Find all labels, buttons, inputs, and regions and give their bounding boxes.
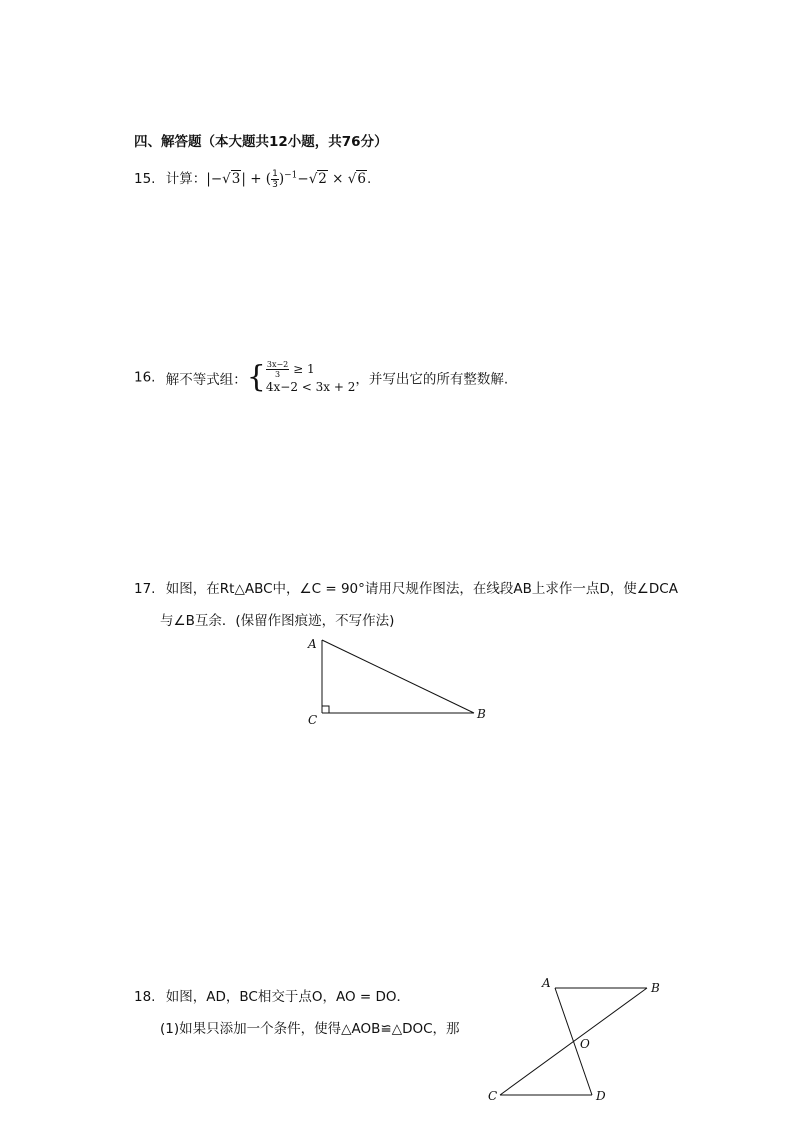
- inequality-2: 4x−2 < 3x + 2: [265, 380, 356, 394]
- sqrt-6: √6: [347, 171, 366, 187]
- sqrt-3: √3: [222, 171, 241, 187]
- label-o: O: [580, 1037, 590, 1051]
- minus-sign: −: [297, 171, 309, 187]
- question-18-line-1: [134, 985, 410, 1005]
- triangle-abc-figure: [300, 630, 500, 730]
- label-c: C: [308, 713, 318, 727]
- abs-close: | + (: [241, 171, 272, 187]
- paren-close: ): [278, 171, 285, 187]
- question-16: [134, 360, 508, 395]
- system-brace: {: [246, 359, 266, 395]
- question-suffix: ，并写出它的所有整数解.: [355, 371, 509, 388]
- inequality-system: [266, 360, 356, 395]
- end-mark: .: [367, 171, 372, 187]
- abs-open: |−: [206, 171, 223, 187]
- side-ab: [322, 640, 474, 713]
- question-15: [134, 167, 371, 190]
- times-sign: ×: [327, 171, 348, 187]
- question-number: 15.: [134, 171, 156, 187]
- label-d: D: [596, 1089, 606, 1103]
- label-b: B: [651, 981, 660, 995]
- question-number: 17.: [134, 581, 156, 597]
- label-a: A: [542, 976, 551, 990]
- inequality-1: $\frac{3x-2}{3}$ ≥ 1: [266, 360, 315, 379]
- question-17-line-2: 与∠B互余．(保留作图痕迹，不写作法): [160, 613, 395, 629]
- fraction-one-third: $\frac{1}{3}$: [272, 168, 278, 190]
- exponent: −1: [284, 170, 298, 181]
- segment-bc: [500, 988, 647, 1095]
- question-text-1: 如图，AD，BC相交于点O，AO = DO．: [165, 989, 411, 1005]
- label-a: A: [308, 637, 317, 651]
- section-title: 四、解答题（本大题共12小题，共76分）: [134, 134, 388, 150]
- right-angle-mark: [322, 706, 329, 713]
- crossing-triangles-figure: [484, 972, 674, 1112]
- question-text-1: 如图，在Rt△ABC中，∠C = 90°请用尺规作图法，在线段AB上求作一点D，使∠DCA: [165, 581, 678, 597]
- question-18-line-2: (1)如果只添加一个条件，使得△AOB≌△DOC，那: [160, 1021, 460, 1037]
- question-number: 18.: [134, 989, 156, 1005]
- label-c: C: [488, 1089, 498, 1103]
- question-prefix: 解不等式组：: [165, 371, 247, 388]
- sqrt-2: √2: [308, 171, 327, 187]
- label-b: B: [477, 707, 486, 721]
- question-17-line-1: [134, 577, 678, 597]
- question-number: 16.: [134, 369, 156, 386]
- question-prefix: 计算：: [165, 171, 207, 187]
